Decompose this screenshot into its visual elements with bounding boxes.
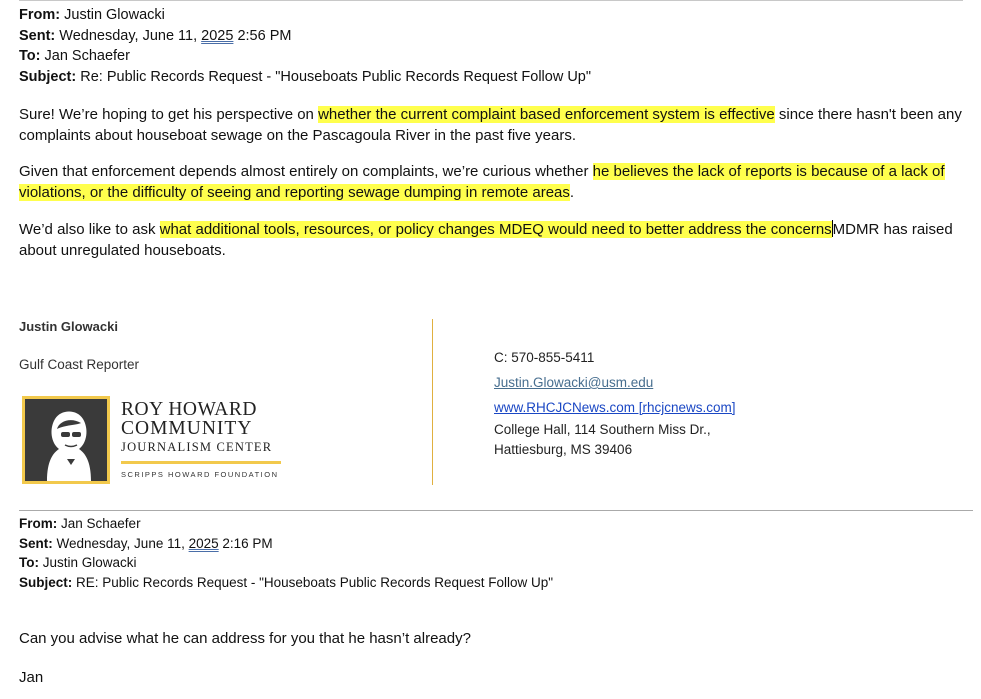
sent-line: Sent: Wednesday, June 11, 2025 2:56 PM — [19, 27, 292, 44]
signature-title: Gulf Coast Reporter — [19, 357, 140, 372]
reply-closing: Jan — [19, 669, 44, 686]
signature-divider — [432, 319, 433, 485]
highlighted-text: what additional tools, resources, or policy changes MDEQ would need to better address the concerns — [159, 221, 832, 238]
signature-website-link[interactable]: www.RHCJCNews.com [rhcjcnews.com] — [494, 400, 736, 415]
subject-line: Subject: Re: Public Records Request - "Houseboats Public Records Request Follow Up" — [19, 68, 592, 85]
signature-address-line1: College Hall, 114 Southern Miss Dr., — [494, 422, 711, 437]
body-paragraph-3[interactable]: We’d also like to ask what additional tools, resources, or policy changes MDEQ would need to better address the concernsMDMR has raised about unregulated houseboats. — [19, 221, 953, 259]
to-value: Jan Schaefer — [44, 48, 130, 64]
to-line: To: Jan Schaefer — [19, 48, 130, 64]
signature-email-link[interactable]: Justin.Glowacki@usm.edu — [494, 375, 654, 390]
to-line: To: Justin Glowacki — [19, 555, 137, 570]
rhcjc-logo — [22, 396, 284, 484]
highlighted-text: whether the current complaint based enforcement system is effective — [318, 106, 775, 123]
logo-underline — [121, 461, 281, 464]
body-paragraph-2: Given that enforcement depends almost entirely on complaints, we’re curious whether he believes the lack of reports is because of a lack of violations, or the difficulty of seeing and reporting sewage dumping in remote areas. — [19, 163, 945, 201]
from-line: From: Justin Glowacki — [19, 7, 165, 23]
email1-header — [19, 5, 591, 87]
signature-phone: C: 570-855-5411 — [494, 350, 595, 365]
portrait-icon — [22, 396, 110, 484]
signature-address-line2: Hattiesburg, MS 39406 — [494, 442, 633, 457]
message-divider — [19, 510, 973, 511]
sent-year[interactable]: 2025 — [201, 27, 234, 44]
signature-name: Justin Glowacki — [19, 319, 118, 334]
logo-text-line3: JOURNALISM CENTER — [121, 440, 273, 454]
top-divider — [19, 0, 963, 1]
body-paragraph-1: Sure! We’re hoping to get his perspective on whether the current complaint based enforcement system is effective since there hasn't been any complaints about houseboat sewage on the Pascagoula River in the past five years. — [19, 106, 962, 144]
to-value: Justin Glowacki — [42, 555, 137, 570]
logo-text-line4: SCRIPPS HOWARD FOUNDATION — [121, 470, 279, 479]
highlighted-text: he believes the lack of reports is because of a lack of violations, or the difficulty of seeing and reporting sewage dumping in remote areas — [19, 163, 945, 201]
logo-text-line1: ROY HOWARD — [121, 399, 257, 420]
subject-value: RE: Public Records Request - "Houseboats Public Records Request Follow Up" — [76, 574, 554, 590]
logo-text-line2: COMMUNITY — [121, 418, 253, 439]
from-value: Justin Glowacki — [64, 7, 165, 23]
sent-line: Sent: Wednesday, June 11, 2025 2:16 PM — [19, 535, 273, 551]
from-line: From: Jan Schaefer — [19, 516, 141, 531]
from-value: Jan Schaefer — [61, 516, 141, 531]
subject-value: Re: Public Records Request - "Houseboats Public Records Request Follow Up" — [80, 68, 592, 85]
subject-line: Subject: RE: Public Records Request - "Houseboats Public Records Request Follow Up" — [19, 574, 554, 590]
email2-header — [19, 514, 553, 592]
reply-body: Can you advise what he can address for you that he hasn’t already? — [19, 630, 471, 647]
sent-year[interactable]: 2025 — [188, 535, 219, 551]
